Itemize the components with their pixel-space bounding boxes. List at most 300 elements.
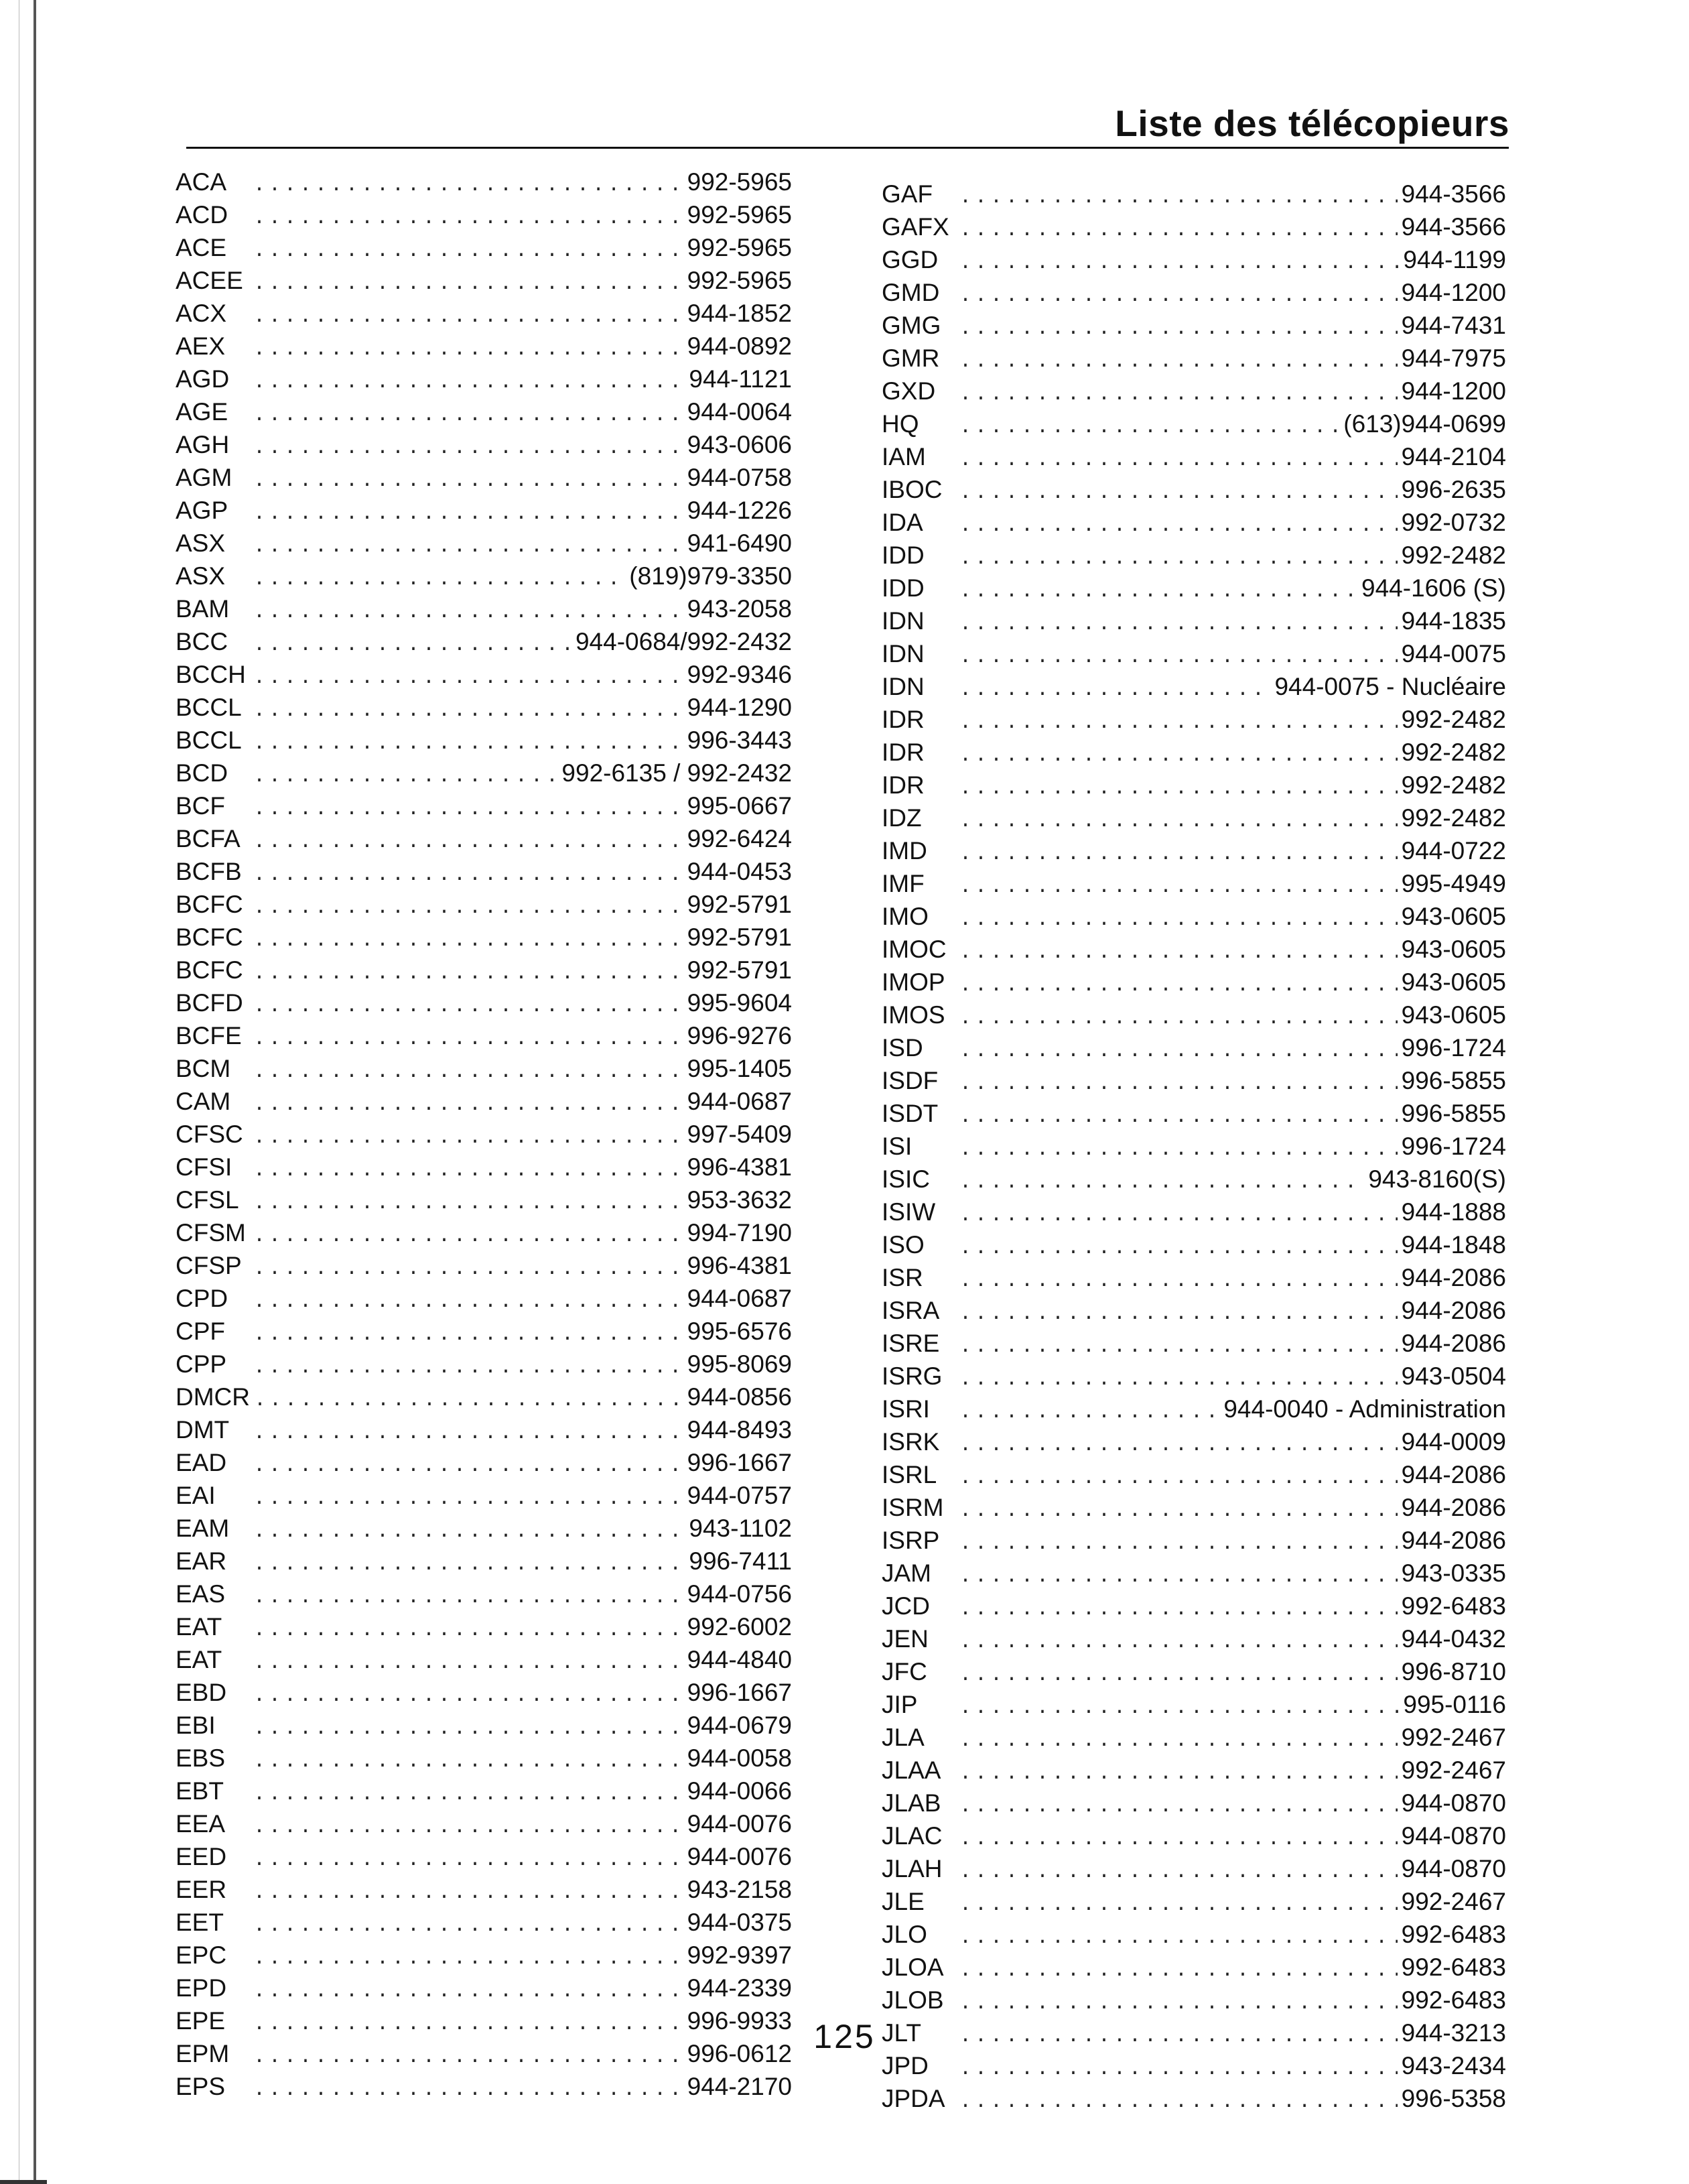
fax-entry-row — [882, 1033, 1506, 1066]
department-code: JFC — [882, 1658, 927, 1685]
fax-entry-row — [176, 1547, 792, 1580]
dot-leader — [253, 1649, 683, 1678]
fax-entry-row — [176, 726, 792, 759]
fax-entry-row — [176, 397, 792, 430]
fax-entry-row — [176, 759, 792, 791]
fax-entry-row — [176, 1415, 792, 1448]
fax-number: 944-0892 — [687, 332, 792, 360]
fax-entry-row — [882, 1066, 1506, 1099]
dot-leader — [959, 840, 1398, 869]
department-code: BAM — [176, 595, 230, 623]
department-code: ISRA — [882, 1297, 940, 1324]
department-code: ISIW — [882, 1198, 936, 1226]
dot-leader — [959, 1628, 1398, 1657]
fax-number: 944-0066 — [687, 1777, 792, 1805]
dot-leader — [959, 1135, 1398, 1165]
department-code: ISIC — [882, 1165, 930, 1193]
dot-leader — [959, 1529, 1398, 1559]
fax-number: 944-0075 - Nucléaire — [1274, 673, 1506, 700]
dot-leader — [959, 971, 1398, 1001]
fax-entry-row — [882, 804, 1506, 836]
dot-leader — [253, 1977, 683, 2006]
dot-leader — [253, 1452, 683, 1481]
department-code: IDR — [882, 738, 925, 766]
fax-number: 992-0732 — [1401, 509, 1506, 536]
dot-leader — [253, 663, 683, 693]
dot-leader — [253, 696, 683, 726]
fax-number: 996-1667 — [687, 1679, 792, 1706]
dot-leader — [959, 577, 1357, 606]
department-code: JLT — [882, 2019, 921, 2047]
dot-leader — [959, 1595, 1398, 1624]
fax-number: 992-5965 — [687, 267, 792, 294]
fax-number: 996-5855 — [1401, 1100, 1506, 1127]
department-code: JAM — [882, 1559, 931, 1587]
department-code: GMD — [882, 279, 940, 306]
dot-leader — [253, 959, 683, 988]
department-code: ISRG — [882, 1362, 943, 1390]
dot-leader — [959, 1102, 1398, 1132]
fax-number: 944-1226 — [687, 497, 792, 524]
department-code: ASX — [176, 529, 226, 557]
fax-entry-row — [882, 902, 1506, 935]
department-code: AGH — [176, 431, 230, 458]
fax-number: 944-3566 — [1401, 180, 1506, 208]
department-code: EAM — [176, 1515, 230, 1542]
department-code: IMD — [882, 837, 927, 864]
department-code: HQ — [882, 410, 919, 438]
dot-leader — [959, 249, 1399, 278]
fax-number: 996-4381 — [687, 1252, 792, 1279]
fax-number: 992-6483 — [1401, 1953, 1506, 1981]
fax-number: 996-9276 — [687, 1022, 792, 1049]
fax-entry-row — [882, 1690, 1506, 1723]
fax-entry-row — [882, 1099, 1506, 1132]
department-code: AGD — [176, 365, 230, 393]
department-code: BCCL — [176, 726, 242, 754]
department-code: IDD — [882, 574, 925, 602]
dot-leader — [959, 1989, 1398, 2018]
fax-number: 944-1848 — [1401, 1231, 1506, 1259]
fax-entry-row — [176, 1185, 792, 1218]
fax-number: 996-5855 — [1401, 1067, 1506, 1094]
dot-leader — [959, 478, 1398, 508]
fax-entry-row — [882, 1001, 1506, 1033]
dot-leader — [253, 631, 571, 660]
fax-number: 992-5791 — [687, 956, 792, 984]
dot-leader — [959, 1759, 1398, 1789]
department-code: IDR — [882, 706, 925, 733]
fax-entry-row — [882, 869, 1506, 902]
dot-leader — [959, 1168, 1364, 1198]
department-code: CPP — [176, 1350, 227, 1378]
fax-number: 992-5791 — [687, 923, 792, 951]
fax-entry-row — [882, 1460, 1506, 1493]
fax-number: 944-8493 — [687, 1416, 792, 1443]
dot-leader — [253, 1353, 683, 1383]
department-code: EPM — [176, 2040, 230, 2067]
fax-number: 992-2482 — [1401, 804, 1506, 832]
fax-number: 944-0687 — [687, 1088, 792, 1115]
fax-entry-row — [882, 1263, 1506, 1296]
department-code: ISRE — [882, 1330, 940, 1357]
department-code: BCD — [176, 759, 228, 787]
dot-leader — [253, 1550, 685, 1580]
fax-number: 944-2086 — [1401, 1330, 1506, 1357]
fax-entry-row — [176, 496, 792, 529]
fax-number: 992-9346 — [687, 661, 792, 688]
dot-leader — [959, 544, 1398, 574]
department-code: IBOC — [882, 476, 943, 503]
dot-leader — [959, 1726, 1398, 1756]
fax-number: 944-0453 — [687, 858, 792, 885]
fax-number: (613)944-0699 — [1343, 410, 1506, 438]
dot-leader — [959, 216, 1398, 245]
dot-leader — [959, 643, 1398, 672]
fax-entry-row — [882, 1230, 1506, 1263]
department-code: EED — [176, 1843, 227, 1870]
fax-number: 995-4949 — [1401, 870, 1506, 897]
department-code: EBD — [176, 1679, 227, 1706]
dot-leader — [253, 1189, 683, 1218]
dot-leader — [959, 1332, 1398, 1362]
dot-leader — [959, 905, 1398, 935]
department-code: EAT — [176, 1646, 222, 1673]
fax-number: 944-0432 — [1401, 1625, 1506, 1653]
fax-entry-row — [176, 824, 792, 857]
dot-leader — [253, 269, 683, 299]
fax-number: 994-7190 — [687, 1219, 792, 1246]
department-code: CFSM — [176, 1219, 246, 1246]
department-code: ACX — [176, 300, 227, 327]
fax-entry-row — [176, 1941, 792, 1974]
fax-number: 944-0856 — [687, 1383, 792, 1411]
fax-entry-row — [882, 2051, 1506, 2084]
fax-number: 943-0605 — [1401, 1001, 1506, 1029]
fax-number: 992-2467 — [1401, 1724, 1506, 1751]
department-code: EBI — [176, 1712, 216, 1739]
department-code: EBS — [176, 1744, 226, 1772]
fax-number: 944-0076 — [687, 1810, 792, 1838]
department-code: JCD — [882, 1592, 930, 1620]
fax-entry-row — [176, 1645, 792, 1678]
dot-leader — [959, 1693, 1399, 1723]
dot-leader — [253, 2075, 683, 2105]
fax-number: 944-1200 — [1401, 279, 1506, 306]
fax-entry-row — [176, 627, 792, 660]
fax-number: 996-2635 — [1401, 476, 1506, 503]
department-code: JLOA — [882, 1953, 944, 1981]
fax-number: 944-0076 — [687, 1843, 792, 1870]
department-code: JPDA — [882, 2085, 945, 2112]
fax-number: 995-6576 — [687, 1318, 792, 1345]
department-code: BCFE — [176, 1022, 242, 1049]
fax-entry-row — [882, 245, 1506, 278]
fax-entry-row — [176, 1678, 792, 1711]
fax-number: 996-9933 — [687, 2007, 792, 2035]
fax-entry-row — [176, 1087, 792, 1120]
dot-leader — [253, 828, 683, 857]
fax-entry-row — [176, 1448, 792, 1481]
fax-number: 996-0612 — [687, 2040, 792, 2067]
fax-number: 944-0040 - Administration — [1223, 1395, 1506, 1423]
fax-number: 944-1290 — [687, 694, 792, 721]
department-code: JLO — [882, 1921, 927, 1948]
dot-leader — [959, 2087, 1398, 2117]
department-code: EAS — [176, 1580, 226, 1608]
fax-number: 996-5358 — [1401, 2085, 1506, 2112]
fax-entry-row — [882, 1920, 1506, 1953]
department-code: IDN — [882, 673, 925, 700]
fax-entry-row — [882, 475, 1506, 508]
department-code: IMOP — [882, 968, 945, 996]
dot-leader — [253, 532, 683, 562]
fax-number: 944-0756 — [687, 1580, 792, 1608]
fax-number: 992-5965 — [687, 168, 792, 196]
fax-number: 944-0064 — [687, 398, 792, 426]
corner-mark — [0, 2180, 47, 2184]
department-code: EAI — [176, 1482, 216, 1509]
fax-number: 944-1121 — [689, 365, 792, 393]
fax-number: 943-8160(S) — [1368, 1165, 1506, 1193]
fax-entry-row — [882, 1559, 1506, 1592]
dot-leader — [253, 401, 683, 430]
dot-leader — [253, 926, 683, 956]
fax-entry-row — [882, 1723, 1506, 1756]
department-code: BCCL — [176, 694, 242, 721]
fax-entry-row — [882, 1198, 1506, 1230]
fax-entry-row — [882, 1427, 1506, 1460]
dot-leader — [253, 1583, 683, 1612]
department-code: BCFD — [176, 989, 243, 1017]
department-code: GMR — [882, 344, 940, 372]
fax-number: 943-0605 — [1401, 968, 1506, 996]
fax-number: 944-2104 — [1401, 443, 1506, 470]
dot-leader — [959, 281, 1398, 311]
fax-entry-row — [882, 836, 1506, 869]
department-code: JLE — [882, 1888, 925, 1915]
fax-number: 944-3213 — [1401, 2019, 1506, 2047]
department-code: JEN — [882, 1625, 929, 1653]
dot-leader — [959, 741, 1398, 771]
fax-entry-row — [176, 956, 792, 988]
fax-number: 944-1852 — [687, 300, 792, 327]
fax-number: 944-2086 — [1401, 1264, 1506, 1291]
dot-leader — [253, 1747, 683, 1777]
fax-number: 992-9397 — [687, 1941, 792, 1969]
department-code: EPE — [176, 2007, 226, 2035]
fax-entry-row — [176, 168, 792, 200]
department-code: IDA — [882, 509, 923, 536]
dot-leader — [959, 676, 1270, 705]
fax-number: 995-8069 — [687, 1350, 792, 1378]
department-code: IDR — [882, 771, 925, 799]
department-code: EPC — [176, 1941, 227, 1969]
fax-entry-row — [176, 1054, 792, 1087]
department-code: CFSI — [176, 1153, 232, 1181]
fax-number: 944-0687 — [687, 1285, 792, 1312]
department-code: ISI — [882, 1133, 913, 1160]
fax-entry-row — [882, 1493, 1506, 1526]
department-code: ISRI — [882, 1395, 930, 1423]
department-code: ISD — [882, 1034, 923, 1062]
dot-leader — [254, 1386, 683, 1415]
fax-entry-row — [176, 1218, 792, 1251]
dot-leader — [959, 511, 1398, 541]
dot-leader — [253, 860, 683, 890]
fax-entry-row — [882, 1657, 1506, 1690]
fax-entry-row — [882, 1854, 1506, 1887]
fax-entry-row — [882, 705, 1506, 738]
fax-number: 996-1667 — [687, 1449, 792, 1476]
fax-entry-row — [882, 1953, 1506, 1986]
dot-leader — [253, 1878, 683, 1908]
binding-edge — [33, 0, 36, 2184]
department-code: ASX — [176, 562, 226, 590]
fax-number: 996-3443 — [687, 726, 792, 754]
department-code: DMT — [176, 1416, 230, 1443]
fax-entry-row — [882, 771, 1506, 804]
department-code: CPD — [176, 1285, 228, 1312]
department-code: IDN — [882, 607, 925, 635]
dot-leader — [253, 729, 683, 759]
dot-leader — [959, 1496, 1398, 1526]
dot-leader — [959, 1037, 1398, 1066]
fax-entry-row — [176, 594, 792, 627]
fax-number: 944-1835 — [1401, 607, 1506, 635]
fax-entry-row — [176, 1809, 792, 1842]
fax-entry-row — [882, 672, 1506, 705]
dot-leader — [959, 446, 1398, 475]
dot-leader — [253, 204, 683, 233]
fax-entry-row — [882, 935, 1506, 968]
fax-number: 944-2086 — [1401, 1527, 1506, 1554]
fax-entry-row — [176, 529, 792, 562]
dot-leader — [959, 183, 1398, 212]
dot-leader — [253, 1090, 683, 1120]
fax-entry-row — [176, 1481, 792, 1514]
fax-entry-row — [176, 1612, 792, 1645]
fax-number: 944-0722 — [1401, 837, 1506, 864]
fax-number: 944-7431 — [1401, 312, 1506, 339]
dot-leader — [253, 302, 683, 332]
dot-leader — [253, 762, 557, 791]
fax-number: 992-5965 — [687, 201, 792, 229]
fax-number: 944-2086 — [1401, 1297, 1506, 1324]
fax-number: 944-0684/992-2432 — [575, 628, 792, 655]
fax-entry-row — [882, 738, 1506, 771]
dot-leader — [959, 610, 1398, 639]
fax-entry-row — [882, 1592, 1506, 1624]
fax-entry-row — [882, 1821, 1506, 1854]
department-code: GXD — [882, 377, 936, 405]
fax-number: 943-1102 — [689, 1515, 792, 1542]
department-code: EBT — [176, 1777, 224, 1805]
department-code: ACE — [176, 234, 227, 261]
department-code: JLAC — [882, 1822, 943, 1850]
fax-entry-row — [176, 1514, 792, 1547]
fax-number: 944-1888 — [1401, 1198, 1506, 1226]
fax-number: 944-0757 — [687, 1482, 792, 1509]
fax-number: (819)979-3350 — [629, 562, 792, 590]
dot-leader — [959, 1562, 1398, 1592]
fax-entry-row — [176, 923, 792, 956]
dot-leader — [253, 1944, 683, 1974]
department-code: EET — [176, 1909, 224, 1936]
fax-entry-row — [176, 233, 792, 266]
fax-entry-row — [882, 409, 1506, 442]
fax-number: 996-8710 — [1401, 1658, 1506, 1685]
fax-number: 996-1724 — [1401, 1034, 1506, 1062]
fax-number: 953-3632 — [687, 1186, 792, 1214]
dot-leader — [959, 1661, 1398, 1690]
fax-entry-row — [176, 1350, 792, 1383]
fax-entry-row — [176, 200, 792, 233]
fax-entry-row — [176, 1153, 792, 1185]
fax-entry-row — [882, 639, 1506, 672]
fax-entry-row — [176, 1251, 792, 1284]
dot-leader — [253, 1156, 683, 1185]
dot-leader — [959, 774, 1398, 804]
department-code: AGE — [176, 398, 228, 426]
fax-number: 992-6002 — [687, 1613, 792, 1641]
fax-entry-row — [882, 1165, 1506, 1198]
dot-leader — [253, 1222, 683, 1251]
department-code: JIP — [882, 1691, 918, 1718]
fax-entry-row — [176, 890, 792, 923]
fax-number: 944-1199 — [1403, 246, 1506, 273]
dot-leader — [253, 1057, 683, 1087]
department-code: IAM — [882, 443, 926, 470]
dot-leader — [959, 1956, 1398, 1986]
department-code: ISRM — [882, 1494, 944, 1521]
department-code: BCM — [176, 1055, 231, 1082]
dot-leader — [959, 1004, 1398, 1033]
fax-number: 992-6483 — [1401, 1921, 1506, 1948]
fax-number: 992-2482 — [1401, 541, 1506, 569]
fax-number: 944-3566 — [1401, 213, 1506, 241]
fax-entry-row — [176, 1777, 792, 1809]
fax-number: 944-0679 — [687, 1712, 792, 1739]
dot-leader — [253, 565, 625, 594]
department-code: IDZ — [882, 804, 922, 832]
fax-number: 944-1606 (S) — [1361, 574, 1506, 602]
department-code: BCFC — [176, 891, 243, 918]
fax-entry-row — [176, 463, 792, 496]
fax-entry-row — [176, 1120, 792, 1153]
fax-number: 995-0116 — [1403, 1691, 1506, 1718]
dot-leader — [959, 1234, 1398, 1263]
fax-entry-row — [882, 606, 1506, 639]
fax-number: 996-4381 — [687, 1153, 792, 1181]
fax-entry-row — [882, 508, 1506, 541]
page-title: Liste des télécopieurs — [1115, 103, 1509, 144]
fax-number: 943-0504 — [1401, 1362, 1506, 1390]
dot-leader — [959, 2055, 1398, 2084]
dot-leader — [253, 171, 683, 200]
fax-number: 944-2086 — [1401, 1461, 1506, 1488]
fax-entry-row — [176, 430, 792, 463]
dot-leader — [253, 1846, 683, 1875]
department-code: CFSP — [176, 1252, 242, 1279]
department-code: ACD — [176, 201, 228, 229]
fax-entry-row — [882, 344, 1506, 377]
department-code: BCCH — [176, 661, 246, 688]
department-code: GAF — [882, 180, 933, 208]
department-code: AGM — [176, 464, 232, 491]
fax-list-right-column — [882, 180, 1506, 2112]
fax-number: 944-7975 — [1401, 344, 1506, 372]
